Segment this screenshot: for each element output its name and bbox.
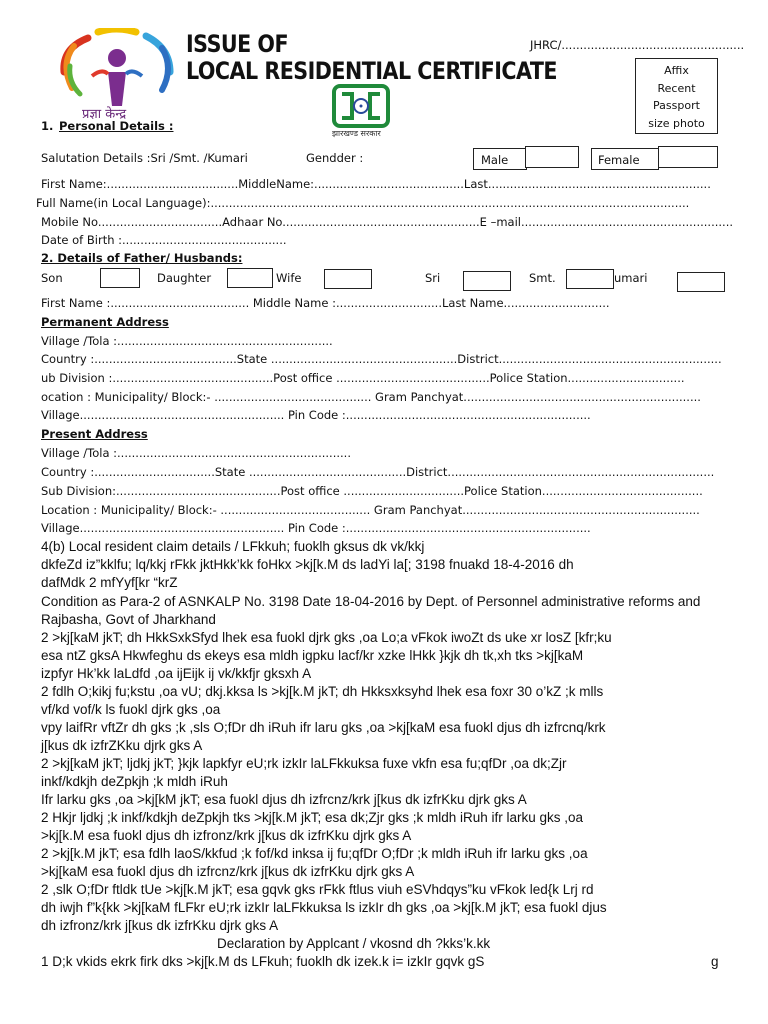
claim-line-12: 2 >kj[kaM jkT; ljdkj jkT; }kjk lapkfyr eU;rk izkIr laLFkkuksa fuxe vkfn esa fu;qfDr ,oa dk;Zjr [41, 756, 567, 771]
claim-line-4: Rajbasha, Govt of Jharkhand [41, 612, 216, 627]
claim-line-7: izpfyr Hk’kk laLdfd ,oa ijEijk ij vk/kkfjr gksxh A [41, 666, 312, 681]
claim-line-3: Condition as Para-2 of ASNKALP No. 3198 Date 18-04-2016 by Dept. of Personnel administrative reforms and [41, 594, 701, 609]
male-label: Male [481, 153, 509, 167]
title-line-1: ISSUE OF [186, 30, 289, 58]
kumari-checkbox[interactable] [677, 272, 725, 292]
gender-label: Gendder : [306, 151, 364, 165]
jharkhand-emblem-icon [328, 84, 394, 130]
photo-line-3: Passport [653, 99, 700, 112]
permanent-village-tola[interactable]: Village /Tola :........................................................... [41, 334, 333, 348]
present-location-block-panchayat[interactable]: Location : Municipality/ Block:- ......................................... Gram Panchyat................................................................. [41, 503, 700, 517]
claim-line-2: dafMdk 2 mfYyf[kr “krZ [41, 575, 178, 590]
claim-heading: 4(b) Local resident claim details / LFkkuh; fuoklh gksus dk vk/kkj [41, 539, 425, 554]
prajna-kendra-logo-icon [58, 28, 176, 108]
female-checkbox[interactable] [658, 146, 718, 168]
claim-line-19: 2 ,slk O;fDr ftldk tUe >kj[k.M jkT; esa gqvk gks rFkk ftlus viuh eSVhdqys”ku vFkok led{k Lrj rd [41, 882, 594, 897]
permanent-address-heading: Permanent Address [41, 315, 169, 329]
permanent-country-state-district[interactable]: Country :.......................................State ...................................................District............................................................. [41, 352, 722, 366]
logo-text: प्रज्ञा केन्द्र [82, 107, 127, 122]
present-address-heading: Present Address [41, 427, 148, 441]
present-country-state-district[interactable]: Country :.................................State ...........................................District......................................................................... [41, 465, 715, 479]
declaration-line-1-end: g [711, 954, 719, 969]
present-village-tola[interactable]: Village /Tola :................................................................ [41, 446, 351, 460]
title-line-2: LOCAL RESIDENTIAL CERTIFICATE [186, 57, 558, 85]
photo-box[interactable] [635, 58, 718, 134]
wife-label: Wife [276, 271, 302, 285]
personal-details-heading: Personal Details : [59, 119, 174, 133]
claim-line-1: dkfeZd iz”kklfu; lq/kkj rFkk jktHkk’kk foHkx >kj[k.M ds ladYi la[; 3198 fnuakd 18-4-2016 dh [41, 557, 574, 572]
claim-line-15: 2 Hkjr ljdkj ;k inkf/kdkjh deZpkjh tks >kj[k.M jkT; esa dk;Zjr gks ;k mldh iRuh ifr larku gks ,oa [41, 810, 584, 825]
claim-line-20: dh iwjh f”k{kk >kj[kaM fLFkr eU;rk izkIr laLFkkuksa ls izkIr dh gks ,oa >kj[k.M jkT; esa fuokl djus [41, 900, 607, 915]
son-checkbox[interactable] [100, 268, 140, 288]
claim-line-16: >kj[k.M esa fuokl djus dh izfronz/krk j[kus dk izfrKku djrk gks A [41, 828, 412, 843]
daughter-checkbox[interactable] [227, 268, 273, 288]
name-fields[interactable]: First Name:....................................MiddleName:.........................................Last............................................................. [41, 177, 711, 191]
permanent-village-pincode[interactable]: Village........................................................ Pin Code :................................................................... [41, 408, 591, 422]
male-checkbox[interactable] [525, 146, 579, 168]
personal-heading-num: 1. [41, 119, 54, 133]
father-name-fields[interactable]: First Name :...................................... Middle Name :.............................Last Name............................. [41, 296, 610, 310]
photo-line-2: Recent [657, 81, 696, 95]
salutation-label: Salutation Details :Sri /Smt. /Kumari [41, 151, 248, 165]
claim-line-14: Ifr larku gks ,oa >kj[kM jkT; esa fuokl djus dh izfrcnz/krk j[kus dk izfrKku djrk gks A [41, 792, 527, 807]
jhrc-number-field[interactable]: JHRC/.................................................. [530, 38, 745, 52]
claim-line-13: inkf/kdkjh deZpkjh ;k mldh iRuh [41, 774, 228, 789]
claim-line-10: vpy laifRr vftZr dh gks ;k ,sls O;fDr dh iRuh ifr laru gks ,oa >kj[kaM esa fuokl djus dh izfrcnq/krk [41, 720, 606, 735]
son-label: Son [41, 271, 63, 285]
claim-line-9: vf/kd vof/k ls fuokl djrk gks ,oa [41, 702, 221, 717]
present-subdivision-post-police[interactable]: Sub Division:.............................................Post office .................................Police Station............................................ [41, 484, 703, 498]
daughter-label: Daughter [157, 271, 212, 285]
photo-line-1: Affix [664, 64, 689, 77]
date-of-birth-field[interactable]: Date of Birth :............................................. [41, 233, 287, 247]
claim-line-5: 2 >kj[kaM jkT; dh HkkSxkSfyd lhek esa fuokl djrk gks ,oa Lo;a vFkok iwoZt ds uke xr losZ [kfr;ku [41, 630, 612, 645]
claim-line-17: 2 >kj[k.M jkT; esa fdlh laoS/kkfud ;k fof/kd inksa ij fu;qfDr O;fDr ;k mldh iRuh ifr larku gks ,oa [41, 846, 588, 861]
claim-line-11: j[kus dk izfrZKku djrk gks A [41, 738, 203, 753]
claim-line-21: dh izfronz/krk j[kus dk izfrKku djrk gks A [41, 918, 279, 933]
claim-line-6: esa ntZ gksA Hkwfeghu ds ekeys esa mldh igpku lacf/kr xzke lHkk }kjk dh tk,xh tks >kj[kaM [41, 648, 584, 663]
mobile-adhaar-email-fields[interactable]: Mobile No..................................Adhaar No......................................................E –mail.......................................................... [41, 215, 733, 229]
emblem-caption: झारखण्ड सरकार [332, 129, 381, 138]
declaration-line-1: 1 D;k vkids ekrk firk dks >kj[k.M ds LFkuh; fuoklh dk izek.k i= izkIr gqvk gS [41, 954, 485, 969]
wife-checkbox[interactable] [324, 269, 372, 289]
claim-line-18: >kj[kaM esa fuokl djus dh izfrcnz/krk j[kus dk izfrKku djrk gks A [41, 864, 415, 879]
smt-checkbox[interactable] [566, 269, 614, 289]
permanent-subdivision-post-police[interactable]: ub Division :............................................Post office ..........................................Police Station................................ [41, 371, 685, 385]
prajna-kendra-logo [58, 28, 176, 122]
permanent-location-block-panchayat[interactable]: ocation : Municipality/ Block:- ........................................... Gram Panchyat................................................................. [41, 390, 701, 404]
sri-checkbox[interactable] [463, 271, 511, 291]
smt-label: Smt. [529, 271, 556, 285]
photo-line-4: size photo [648, 116, 705, 130]
full-name-local-field[interactable]: Full Name(in Local Language):................................................................................................................................... [36, 196, 690, 210]
kumari-label: umari [614, 271, 648, 285]
claim-line-8: 2 fdlh O;kikj fu;kstu ,oa vU; dkj.kksa ls >kj[k.M jkT; dh Hkksxksyhd lhek esa foxr 30 o’kZ ;k mlls [41, 684, 604, 699]
female-label: Female [598, 153, 640, 167]
jharkhand-emblem [328, 84, 394, 140]
present-village-pincode[interactable]: Village........................................................ Pin Code :................................................................... [41, 521, 591, 535]
declaration-heading: Declaration by Applcant / vkosnd dh ?kks’k.kk [217, 936, 491, 951]
sri-label: Sri [425, 271, 441, 285]
father-details-heading: 2. Details of Father/ Husbands: [41, 251, 243, 265]
